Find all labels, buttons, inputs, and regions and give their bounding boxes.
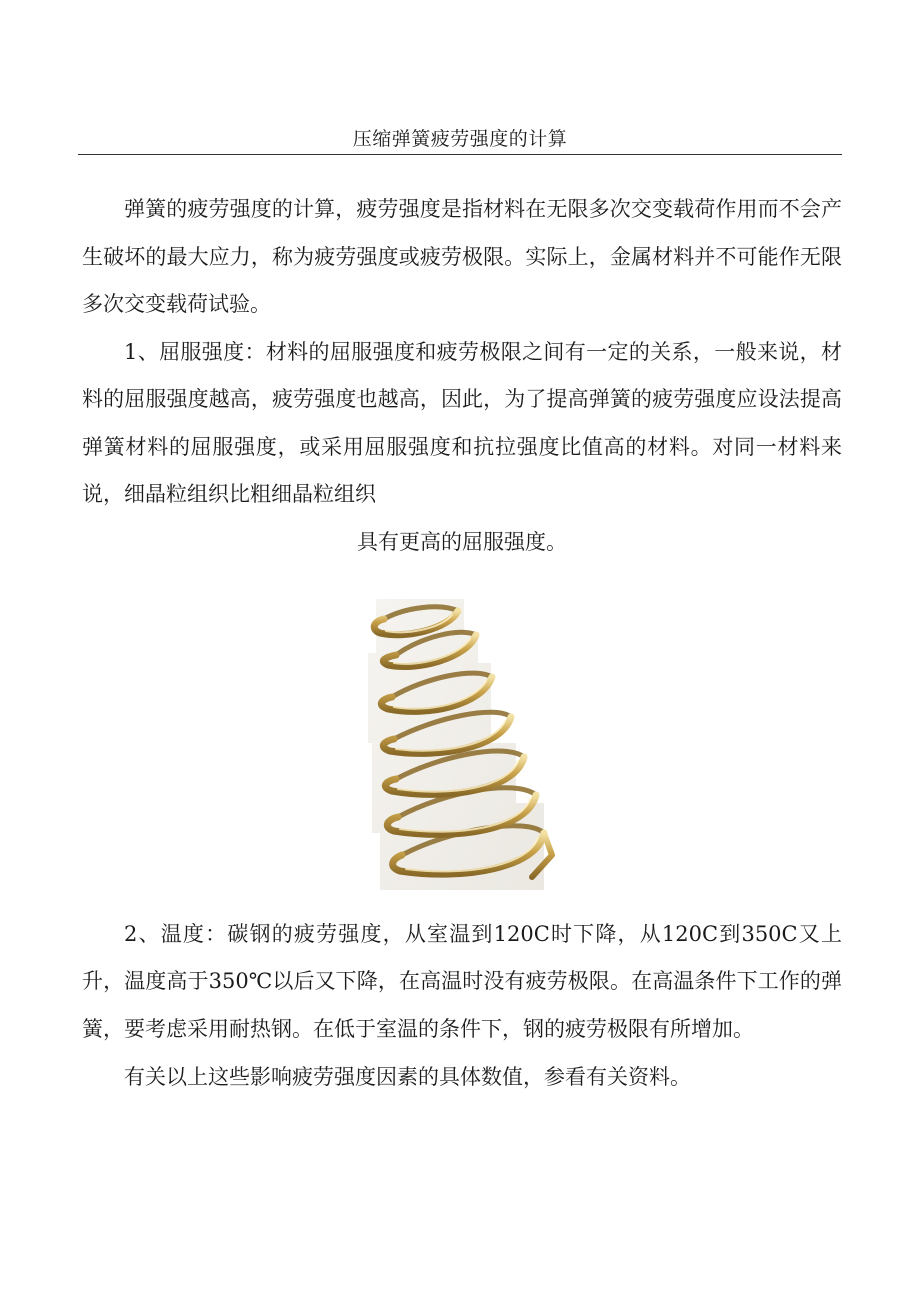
paragraph-yield-strength: 1、屈服强度：材料的屈服强度和疲劳极限之间有一定的关系，一般来说，材料的屈服强度越高，疲劳强度也越高，因此，为了提高弹簧的疲劳强度应设法提高弹簧材料的屈服强度，或采用屈服强度和抗拉强度比值高的材料。对同一材料来说，细晶粒组织比粗细晶粒组织 xyxy=(82,339,842,506)
paragraph-yield-strength-tail: 具有更高的屈服强度。 xyxy=(357,529,567,554)
document-title: 压缩弹簧疲劳强度的计算 xyxy=(352,128,568,150)
paragraph-reference: 有关以上这些影响疲劳强度因素的具体数值，参看有关资料。 xyxy=(124,1065,691,1089)
spring-image xyxy=(366,593,558,890)
paragraph-intro: 弹簧的疲劳强度的计算，疲劳强度是指材料在无限多次交变载荷作用而不会产生破坏的最大应力，称为疲劳强度或疲劳极限。实际上，金属材料并不可能作无限多次交变载荷试验。 xyxy=(82,197,842,316)
page-header xyxy=(78,124,842,155)
conical-spring-icon xyxy=(366,593,558,890)
document-body xyxy=(82,186,842,1102)
paragraph-temperature: 2、温度：碳钢的疲劳强度，从室温到120C时下降，从120C到350C又上升，温度高于350℃以后又下降，在高温时没有疲劳极限。在高温条件下工作的弹簧，要考虑采用耐热钢。在低于室温的条件下，钢的疲劳极限有所增加。 xyxy=(82,921,842,1041)
